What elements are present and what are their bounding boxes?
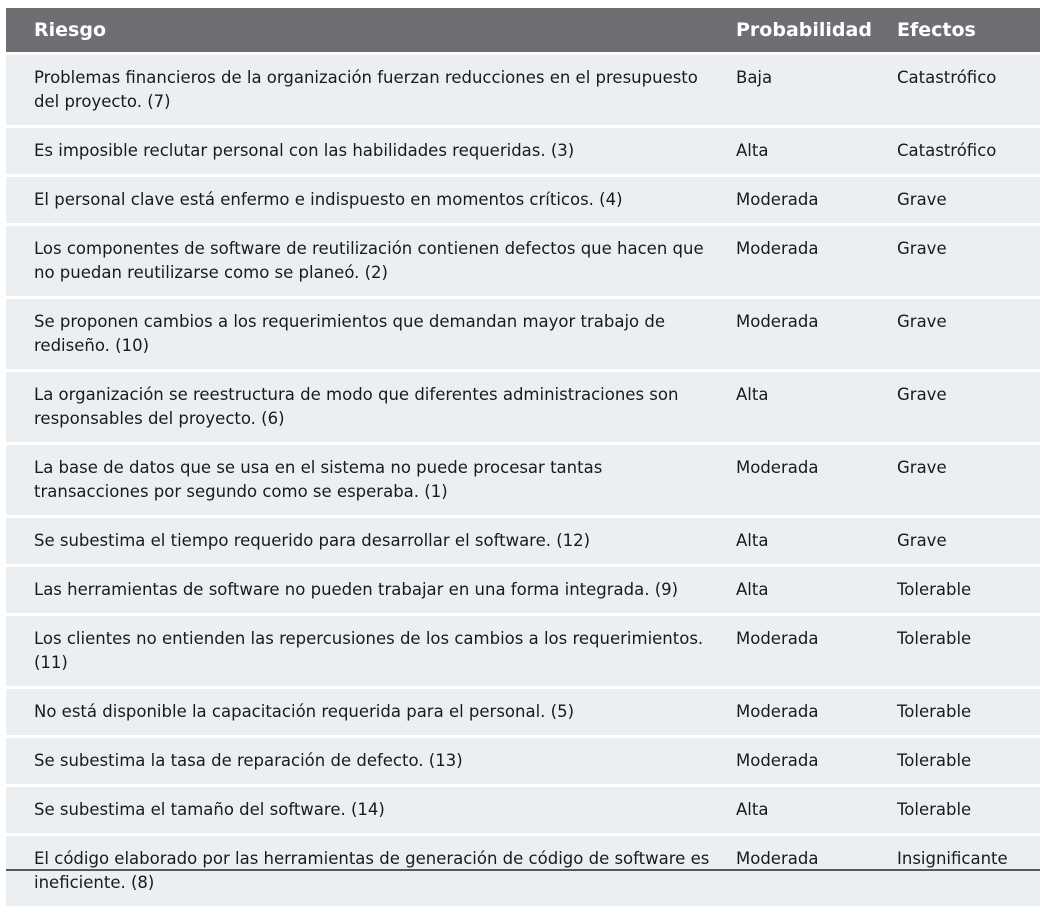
cell-riesgo: Problemas financieros de la organización fuerzan reducciones en el presupuesto del proyecto. (7) xyxy=(6,55,736,128)
cell-efectos: Tolerable xyxy=(897,738,1040,787)
cell-probabilidad: Moderada xyxy=(736,177,897,226)
table-row xyxy=(6,128,1040,177)
table-row xyxy=(6,689,1040,738)
table-row xyxy=(6,518,1040,567)
cell-riesgo: Se subestima la tasa de reparación de defecto. (13) xyxy=(6,738,736,787)
header-row xyxy=(6,8,1040,55)
table-row xyxy=(6,787,1040,836)
header-riesgo: Riesgo xyxy=(6,8,736,55)
cell-probabilidad: Alta xyxy=(736,128,897,177)
table-row xyxy=(6,226,1040,299)
table-row xyxy=(6,55,1040,128)
header-efectos: Efectos xyxy=(897,8,1040,55)
cell-efectos: Grave xyxy=(897,177,1040,226)
cell-efectos: Grave xyxy=(897,372,1040,445)
cell-riesgo: Se subestima el tiempo requerido para desarrollar el software. (12) xyxy=(6,518,736,567)
risk-table xyxy=(6,8,1040,909)
cell-riesgo: Las herramientas de software no pueden trabajar en una forma integrada. (9) xyxy=(6,567,736,616)
cell-riesgo: Se subestima el tamaño del software. (14) xyxy=(6,787,736,836)
cell-probabilidad: Moderada xyxy=(736,738,897,787)
table-row xyxy=(6,177,1040,226)
cell-efectos: Catastrófico xyxy=(897,128,1040,177)
cell-probabilidad: Alta xyxy=(736,567,897,616)
cell-riesgo: Se proponen cambios a los requerimientos que demandan mayor trabajo de rediseño. (10) xyxy=(6,299,736,372)
cell-riesgo: La base de datos que se usa en el sistema no puede procesar tantas transacciones por segundo como se esperaba. (1) xyxy=(6,445,736,518)
cell-efectos: Tolerable xyxy=(897,616,1040,689)
cell-riesgo: La organización se reestructura de modo que diferentes administraciones son responsables del proyecto. (6) xyxy=(6,372,736,445)
cell-riesgo: Los componentes de software de reutilización contienen defectos que hacen que no puedan reutilizarse como se planeó. (2) xyxy=(6,226,736,299)
risk-table-container xyxy=(6,8,1040,909)
cell-efectos: Tolerable xyxy=(897,689,1040,738)
table-row xyxy=(6,299,1040,372)
cell-efectos: Grave xyxy=(897,518,1040,567)
table-body xyxy=(6,55,1040,909)
cell-riesgo: Los clientes no entienden las repercusiones de los cambios a los requerimientos. (11) xyxy=(6,616,736,689)
cell-efectos: Catastrófico xyxy=(897,55,1040,128)
cell-riesgo: El personal clave está enfermo e indispuesto en momentos críticos. (4) xyxy=(6,177,736,226)
table-row xyxy=(6,738,1040,787)
cell-efectos: Grave xyxy=(897,445,1040,518)
cell-probabilidad: Alta xyxy=(736,518,897,567)
cell-riesgo: No está disponible la capacitación requerida para el personal. (5) xyxy=(6,689,736,738)
bottom-rule xyxy=(6,869,1040,871)
table-row xyxy=(6,445,1040,518)
cell-efectos: Insignificante xyxy=(897,836,1040,909)
table-header xyxy=(6,8,1040,55)
cell-probabilidad: Moderada xyxy=(736,299,897,372)
cell-probabilidad: Baja xyxy=(736,55,897,128)
cell-probabilidad: Moderada xyxy=(736,836,897,909)
cell-probabilidad: Moderada xyxy=(736,226,897,299)
cell-efectos: Tolerable xyxy=(897,787,1040,836)
cell-probabilidad: Moderada xyxy=(736,689,897,738)
cell-efectos: Grave xyxy=(897,226,1040,299)
table-row xyxy=(6,836,1040,909)
header-probabilidad: Probabilidad xyxy=(736,8,897,55)
cell-probabilidad: Moderada xyxy=(736,616,897,689)
cell-riesgo: El código elaborado por las herramientas de generación de código de software es ineficiente. (8) xyxy=(6,836,736,909)
cell-riesgo: Es imposible reclutar personal con las habilidades requeridas. (3) xyxy=(6,128,736,177)
table-row xyxy=(6,372,1040,445)
table-row xyxy=(6,616,1040,689)
cell-probabilidad: Alta xyxy=(736,787,897,836)
table-row xyxy=(6,567,1040,616)
cell-probabilidad: Moderada xyxy=(736,445,897,518)
cell-probabilidad: Alta xyxy=(736,372,897,445)
cell-efectos: Tolerable xyxy=(897,567,1040,616)
cell-efectos: Grave xyxy=(897,299,1040,372)
